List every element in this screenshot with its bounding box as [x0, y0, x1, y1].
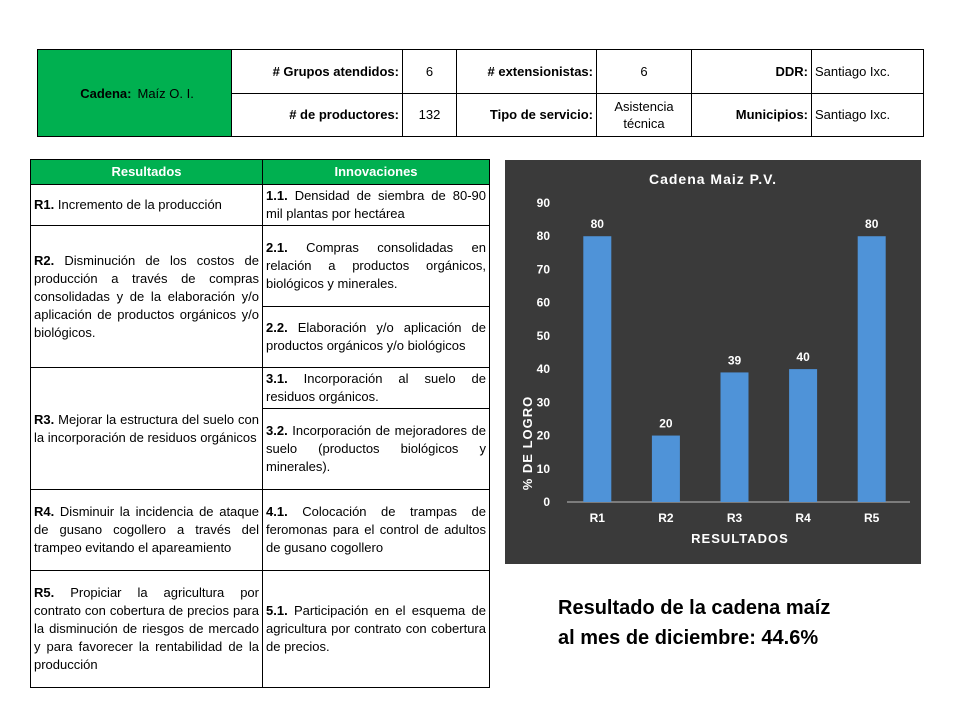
col-resultados: Resultados	[31, 160, 263, 185]
y-tick-label: 40	[536, 362, 550, 377]
data-label: 80	[865, 217, 879, 232]
cadena-value: Maíz O. I.	[135, 50, 232, 137]
y-tick-label: 0	[543, 495, 550, 509]
municipios-label: Municipios:	[692, 93, 812, 137]
table-row	[31, 226, 490, 307]
cadena-label: Cadena:	[38, 50, 135, 137]
x-tick-label: R1	[589, 511, 605, 525]
summary-text	[558, 593, 918, 653]
grupos-value: 6	[403, 50, 457, 94]
innovation-cell: 3.2. Incorporación de mejoradores de suelo (productos biológicos y minerales).	[263, 409, 490, 490]
chain-info-table	[37, 49, 924, 137]
result-cell: R5. Propiciar la agricultura por contrato con cobertura de precios para la disminución de riesgos de mercado y para favorecer la rentabilidad de la producción	[31, 571, 263, 688]
ddr-label: DDR:	[692, 50, 812, 94]
innovation-cell: 1.1. Densidad de siembra de 80-90 mil plantas por hectárea	[263, 185, 490, 226]
extensionistas-value: 6	[597, 50, 692, 94]
bar	[721, 372, 749, 502]
bar-chart	[505, 160, 921, 564]
extensionistas-label: # extensionistas:	[457, 50, 597, 94]
result-cell: R3. Mejorar la estructura del suelo con la incorporación de residuos orgánicos	[31, 368, 263, 490]
data-label: 39	[727, 353, 742, 368]
results-table	[30, 159, 490, 688]
y-tick-label: 20	[536, 428, 550, 443]
innovation-cell: 3.1. Incorporación al suelo de residuos orgánicos.	[263, 368, 490, 409]
grupos-label: # Grupos atendidos:	[232, 50, 403, 94]
bar	[583, 236, 611, 502]
summary-line-2: al mes de diciembre: 44.6%	[558, 627, 819, 649]
x-tick-label: R5	[864, 511, 880, 525]
y-tick-label: 80	[536, 229, 550, 244]
bar	[652, 436, 680, 502]
table-row	[31, 185, 490, 226]
x-tick-label: R3	[726, 511, 743, 525]
data-label: 40	[796, 350, 810, 365]
servicio-label: Tipo de servicio:	[457, 93, 597, 137]
result-cell: R1. Incremento de la producción	[31, 185, 263, 226]
productores-label: # de productores:	[232, 93, 403, 137]
y-tick-label: 90	[536, 196, 550, 210]
y-axis-label: % DE LOGRO	[520, 395, 535, 491]
table-row	[31, 490, 490, 571]
y-tick-label: 30	[536, 395, 550, 410]
y-tick-label: 70	[536, 262, 550, 277]
y-tick-label: 50	[536, 328, 550, 343]
y-tick-label: 60	[536, 295, 550, 310]
bar	[858, 236, 886, 502]
ddr-value: Santiago Ixc.	[812, 50, 924, 94]
innovation-cell: 5.1. Participación en el esquema de agricultura por contrato con cobertura de precios.	[263, 571, 490, 688]
summary-line-1: Resultado de la cadena maíz	[558, 597, 831, 619]
chart-title: Cadena Maiz P.V.	[648, 171, 778, 187]
innovation-cell: 2.2. Elaboración y/o aplicación de productos orgánicos y/o biológicos	[263, 307, 490, 368]
innovation-cell: 4.1. Colocación de trampas de feromonas para el control de adultos de gusano cogollero	[263, 490, 490, 571]
innovation-cell: 2.1. Compras consolidadas en relación a productos orgánicos, biológicos y minerales.	[263, 226, 490, 307]
municipios-value: Santiago Ixc.	[812, 93, 924, 137]
result-cell: R4. Disminuir la incidencia de ataque de gusano cogollero a través del trampeo evitando el apareamiento	[31, 490, 263, 571]
col-innovaciones: Innovaciones	[263, 160, 490, 185]
data-label: 20	[659, 416, 673, 431]
productores-value: 132	[403, 93, 457, 137]
x-tick-label: R2	[658, 511, 674, 525]
bar	[789, 369, 817, 502]
result-cell: R2. Disminución de los costos de producción a través de compras consolidadas y de la elaboración y/o aplicación de productos orgánicos y/o biológicos.	[31, 226, 263, 368]
x-axis-label: RESULTADOS	[691, 531, 789, 546]
data-label: 80	[590, 217, 604, 232]
table-row	[31, 368, 490, 409]
servicio-value: Asistencia técnica	[597, 93, 692, 137]
x-tick-label: R4	[795, 511, 811, 525]
y-tick-label: 10	[536, 461, 550, 476]
table-row	[31, 571, 490, 688]
